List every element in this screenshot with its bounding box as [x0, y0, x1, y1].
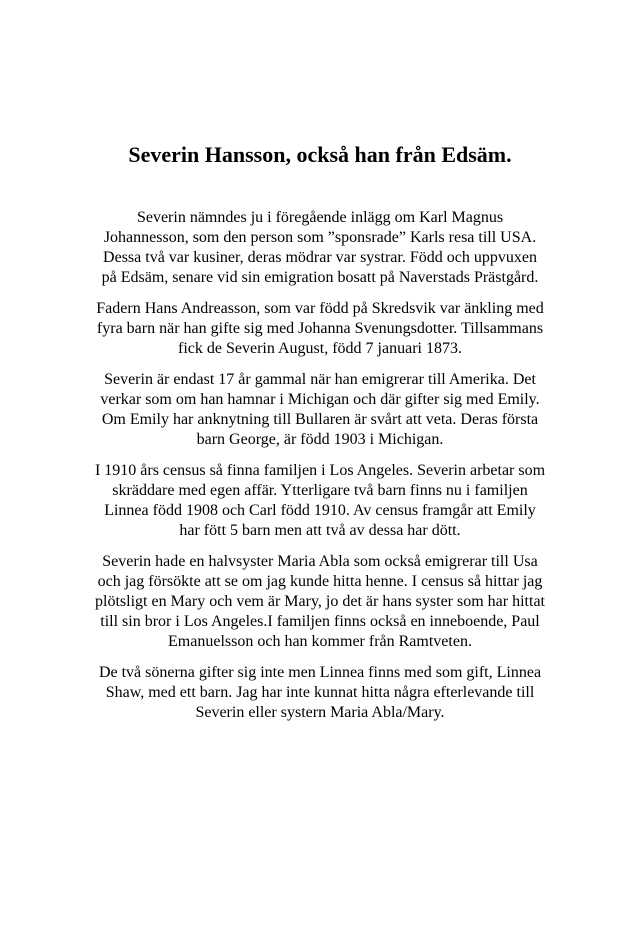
paragraph-line: Shaw, med ett barn. Jag har inte kunnat hitta några efterlevande till	[105, 684, 535, 701]
paragraph-line: Severin är endast 17 år gammal när han emigrerar till Amerika. Det	[104, 371, 536, 388]
paragraph-line: plötsligt en Mary och vem är Mary, jo det är hans syster som har hittat	[95, 593, 545, 610]
paragraph-6	[60, 663, 580, 723]
paragraph-line: Linnea född 1908 och Carl född 1910. Av census framgår att Emily	[104, 502, 536, 519]
paragraph-line: på Edsäm, senare vid sin emigration bosatt på Naverstads Prästgård.	[101, 269, 539, 286]
paragraph-line: verkar som om han hamnar i Michigan och där gifter sig med Emily.	[100, 391, 540, 408]
paragraph-line: fick de Severin August, född 7 januari 1873.	[178, 340, 462, 357]
document-title: Severin Hansson, också han från Edsäm.	[128, 142, 512, 167]
paragraph-line: Severin hade en halvsyster Maria Abla som också emigrerar till Usa	[102, 553, 538, 570]
paragraph-4	[60, 461, 580, 541]
paragraph-line: har fött 5 barn men att två av dessa har dött.	[179, 522, 461, 539]
paragraph-line: Dessa två var kusiner, deras mödrar var systrar. Född och uppvuxen	[103, 249, 537, 266]
document-body	[60, 208, 580, 734]
paragraph-line: Fadern Hans Andreasson, som var född på Skredsvik var änkling med	[96, 300, 544, 317]
paragraph-line: fyra barn när han gifte sig med Johanna Svenungsdotter. Tillsammans	[96, 320, 544, 337]
paragraph-line: skräddare med egen affär. Ytterligare två barn finns nu i familjen	[112, 482, 528, 499]
paragraph-line: Severin eller systern Maria Abla/Mary.	[195, 704, 445, 721]
paragraph-line: De två sönerna gifter sig inte men Linnea finns med som gift, Linnea	[98, 664, 542, 681]
paragraph-line: Severin nämndes ju i föregående inlägg om Karl Magnus	[136, 209, 504, 226]
paragraph-5	[60, 552, 580, 652]
paragraph-1	[60, 208, 580, 288]
paragraph-line: barn George, är född 1903 i Michigan.	[196, 431, 444, 448]
paragraph-line: I 1910 års census så finna familjen i Los Angeles. Severin arbetar som	[94, 462, 546, 479]
paragraph-2	[60, 299, 580, 359]
paragraph-line: och jag försökte att se om jag kunde hitta henne. I census så hittar jag	[97, 573, 543, 590]
paragraph-line: Johannesson, som den person som ”sponsrade” Karls resa till USA.	[103, 229, 537, 246]
paragraph-line: till sin bror i Los Angeles.I familjen finns också en inneboende, Paul	[100, 613, 540, 630]
paragraph-3	[60, 370, 580, 450]
paragraph-line: Emanuelsson och han kommer från Ramtveten.	[168, 633, 472, 650]
paragraph-line: Om Emily har anknytning till Bullaren är svårt att veta. Deras första	[101, 411, 539, 428]
